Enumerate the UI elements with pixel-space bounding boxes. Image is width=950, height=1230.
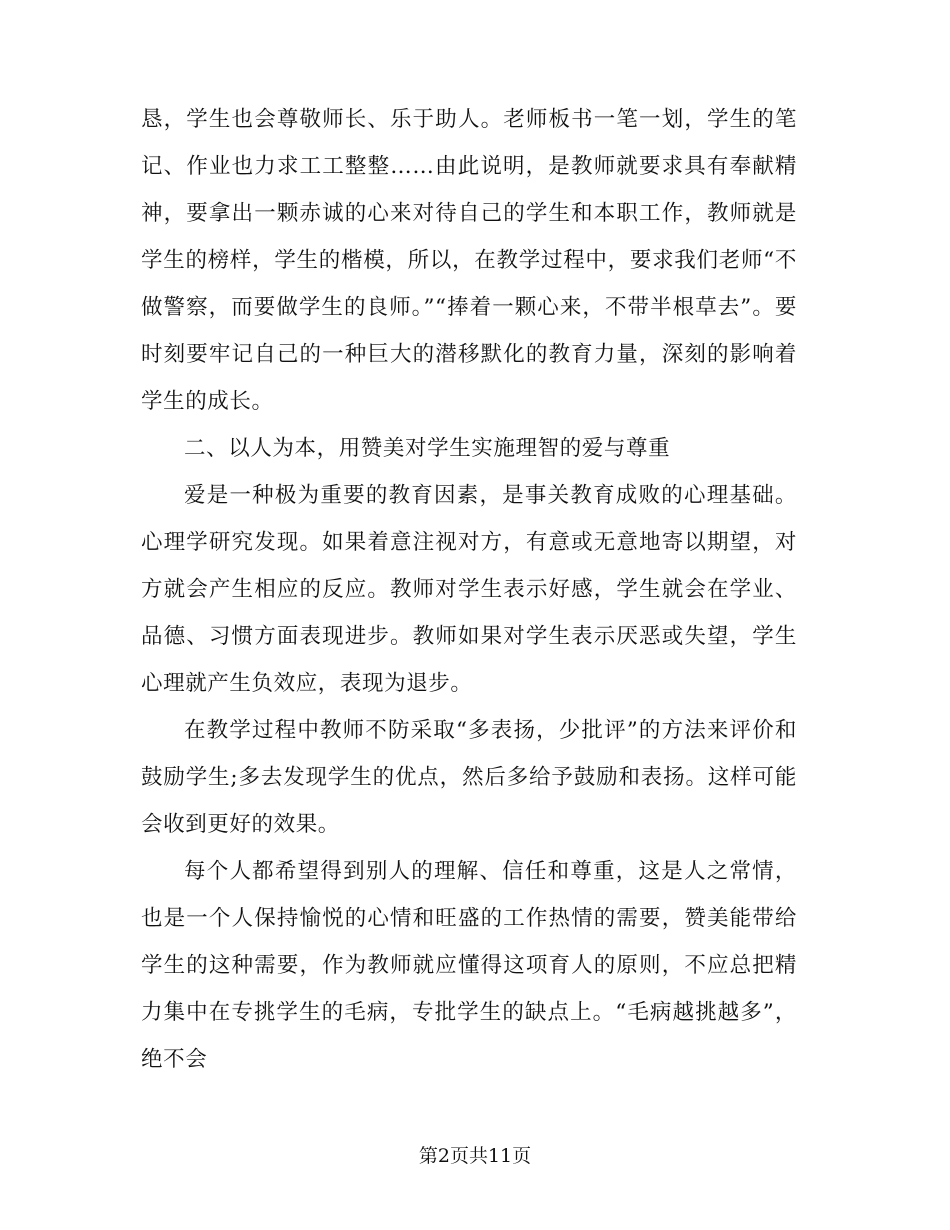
paragraph-continuation: 恳，学生也会尊敬师长、乐于助人。老师板书一笔一划，学生的笔记、作业也力求工工整整……由此说明，是教师就要求具有奉献精神，要拿出一颗赤诚的心来对待自己的学生和本职工作，教师就是学生的榜样，学生的楷模，所以，在教学过程中，要求我们老师“不做警察，而要做学生的良师。”“捧着一颗心来，不带半根草去”。要时刻要牢记自己的一种巨大的潜移默化的教育力量，深刻的影响着学生的成长。 bbox=[141, 107, 797, 414]
document-body bbox=[141, 96, 797, 1083]
paragraph: 每个人都希望得到别人的理解、信任和尊重，这是人之常情，也是一个人保持愉悦的心情和旺盛的工作热情的需要，赞美能带给学生的这种需要，作为教师就应懂得这项育人的原则，不应总把精力集中在专挑学生的毛病，专批学生的缺点上。“毛病越挑越多”，绝不会 bbox=[141, 859, 797, 1072]
paragraph: 爱是一种极为重要的教育因素，是事关教育成败的心理基础。心理学研究发现。如果着意注视对方，有意或无意地寄以期望，对方就会产生相应的反应。教师对学生表示好感，学生就会在学业、品德、习惯方面表现进步。教师如果对学生表示厌恶或失望，学生心理就产生负效应，表现为退步。 bbox=[141, 483, 797, 696]
section-heading: 二、以人为本，用赞美对学生实施理智的爱与尊重 bbox=[184, 436, 671, 461]
page-number-footer: 第2页共11页 bbox=[418, 1145, 532, 1167]
paragraph: 在教学过程中教师不防采取“多表扬，少批评”的方法来评价和鼓励学生;多去发现学生的优点，然后多给予鼓励和表扬。这样可能会收到更好的效果。 bbox=[141, 718, 797, 837]
